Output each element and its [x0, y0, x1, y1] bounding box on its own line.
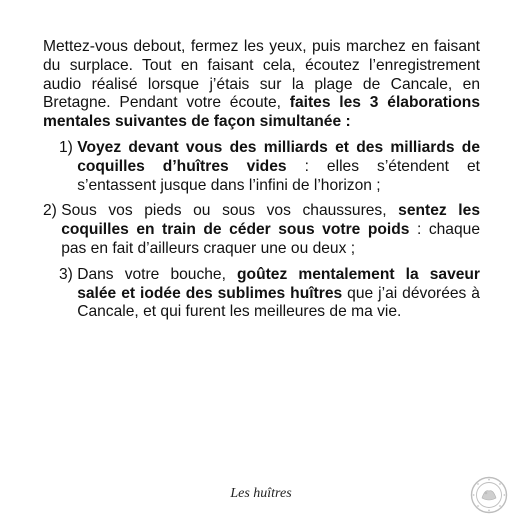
list-item	[43, 202, 480, 258]
list-item-rest: : elles s’étendent et s’entassent jusque dans l’infini de l’horizon ;	[77, 157, 481, 194]
list-item-bold: sentez les coquilles en train de céder sous votre poids	[61, 202, 480, 239]
main-content	[43, 38, 480, 329]
instruction-list	[43, 139, 480, 322]
list-item-number: 1)	[59, 138, 78, 156]
list-item-bold: Voyez devant vous des milliards et des milliards de coquilles d’huîtres vides	[77, 138, 480, 175]
list-item	[43, 266, 480, 322]
intro-bold-text: faites les 3 élaborations mentales suivantes de façon simultanée :	[43, 94, 480, 131]
list-item-number: 2)	[43, 202, 62, 220]
list-item-pre: Sous vos pieds ou sous vos chaussures,	[61, 202, 399, 220]
list-item	[43, 139, 480, 195]
list-item-text	[77, 266, 480, 322]
list-item-bold: goûtez mentalement la saveur salée et iodée des sublimes huîtres	[77, 265, 481, 302]
stamp-seal-icon	[470, 476, 508, 514]
intro-text: Mettez-vous debout, fermez les yeux, puis marchez en faisant du surplace. Tout en faisant cela, écoutez l’enregistrement audio réalisé lorsque j’étais sur la plage de Cancale, en Bretagne. Pendant votre écoute,	[43, 38, 480, 112]
list-item-pre: Dans votre bouche,	[77, 265, 238, 283]
footer-title: Les huîtres	[230, 486, 292, 501]
list-item-rest: : chaque pas en fait d’ailleurs craquer une ou deux ;	[61, 221, 480, 257]
list-item-text	[77, 139, 480, 195]
list-item-number: 3)	[59, 265, 78, 283]
intro-paragraph	[43, 38, 480, 132]
list-item-rest: que j’ai dévorées à Cancale, et qui furent les meilleures de ma vie.	[77, 284, 480, 321]
list-item-text	[61, 202, 480, 258]
